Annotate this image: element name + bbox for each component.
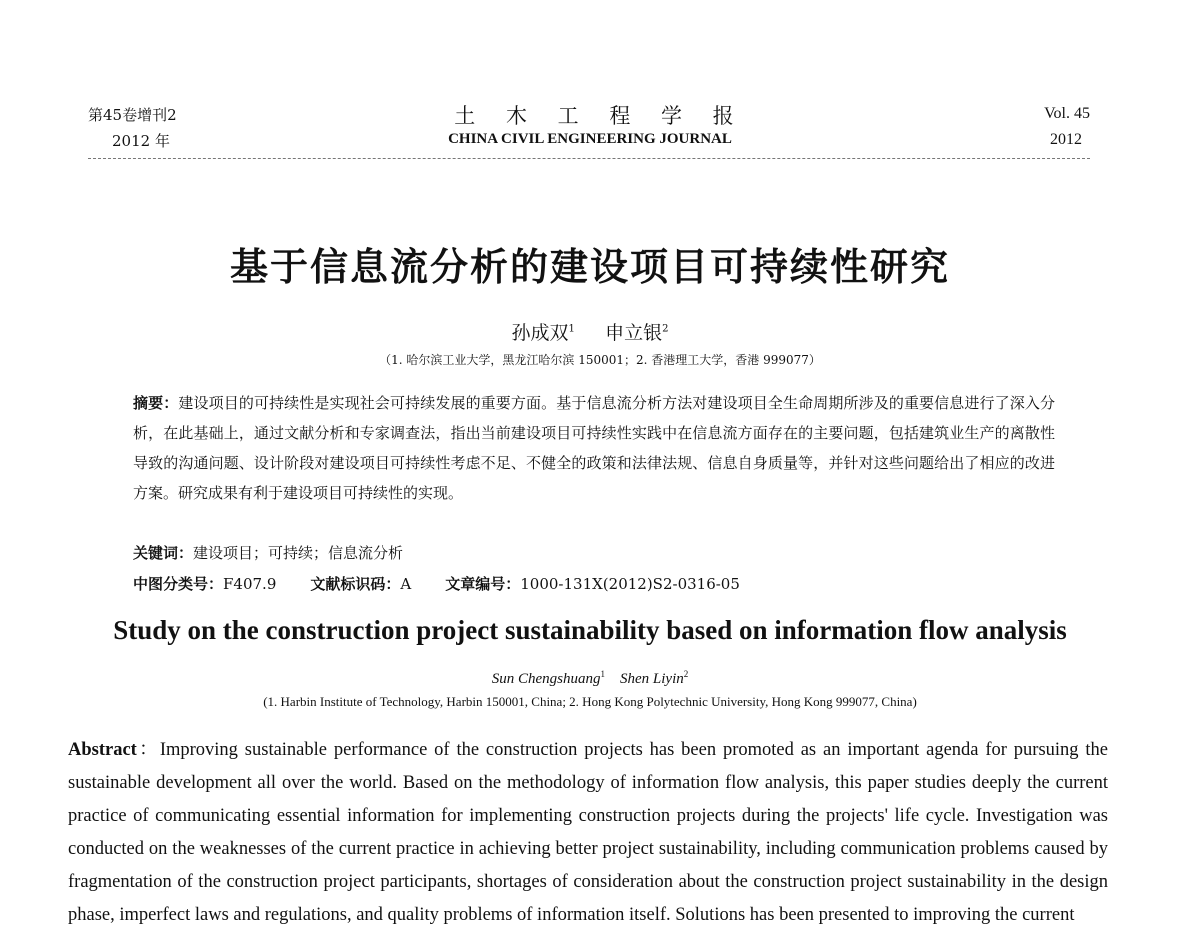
abstract-text-en: Improving sustainable performance of the construction projects has been promoted as an important agenda for pursuing the sustainable development all over the world. Based on the methodology of information flow analysis, this paper studies deeply the current practice of communicating essential information for implementing construction projects during the projects' life cycle. Investigation was conducted on the weaknesses of the current practice in achieving better project sustainability, including communication problems caused by fragmentation of the construction project participants, shortages of consideration about the construction project sustainability in the design phase, imperfect laws and regulations, and quality problems of information itself. Solutions has been presented to improving the current	[68, 740, 1108, 925]
affiliation-en: (1. Harbin Institute of Technology, Harbin 150001, China; 2. Hong Kong Polytechnic University, Hong Kong 999077, China)	[263, 694, 917, 709]
authors-en	[0, 669, 1180, 688]
affiliation-cn: （1. 哈尔滨工业大学，黑龙江哈尔滨 150001；2. 香港理工大学，香港 999077）	[379, 353, 821, 367]
author-affil-mark: 1	[568, 323, 575, 335]
author-affil-mark: 1	[600, 669, 605, 679]
year-en: 2012	[1050, 131, 1082, 148]
classification-line-cn	[133, 573, 740, 594]
authors-cn	[0, 318, 1180, 345]
author-name: Shen Liyin	[620, 671, 684, 687]
abstract-en	[68, 734, 1108, 932]
article-no-label: 文章编号：	[445, 575, 521, 593]
journal-name-en: CHINA CIVIL ENGINEERING JOURNAL	[448, 131, 732, 147]
abstract-separator: ：	[136, 740, 160, 760]
article-no-value: 1000-131X(2012)S2-0316-05	[520, 575, 740, 593]
paper-title-en: Study on the construction project sustainability based on information flow analysis	[113, 615, 1067, 645]
author-name: 孙成双	[511, 322, 569, 344]
keywords-text-cn: 建设项目；可持续；信息流分析	[193, 544, 404, 562]
keywords-label-cn: 关键词：	[133, 544, 194, 562]
abstract-cn	[133, 388, 1055, 508]
doc-code-label: 文献标识码：	[310, 575, 401, 593]
header-rule	[88, 158, 1090, 159]
author-affil-mark: 2	[683, 669, 689, 679]
volume-en: Vol. 45	[1044, 105, 1090, 122]
paper-title-cn: 基于信息流分析的建设项目可持续性研究	[229, 245, 950, 289]
author-name: Sun Chengshuang	[491, 671, 601, 687]
journal-name-cn: 土 木 工 程 学 报	[454, 104, 746, 128]
abstract-label-en: Abstract	[68, 740, 137, 760]
author-name: 申立银	[605, 322, 663, 344]
clc-value: F407.9	[223, 575, 277, 593]
keywords-cn	[133, 542, 403, 563]
clc-label: 中图分类号：	[133, 575, 224, 593]
volume-issue-cn: 第45卷增刊2	[88, 106, 177, 124]
doc-code-value: A	[400, 575, 412, 593]
author-affil-mark: 2	[662, 323, 669, 335]
abstract-text-cn: 建设项目的可持续性是实现社会可持续发展的重要方面。基于信息流分析方法对建设项目全生命周期所涉及的重要信息进行了深入分析，在此基础上，通过文献分析和专家调查法，指出当前建设项目可持续性实践中在信息流方面存在的主要问题，包括建筑业生产的离散性导致的沟通问题、设计阶段对建设项目可持续性考虑不足、不健全的政策和法律法规、信息自身质量等，并针对这些问题给出了相应的改进方案。研究成果有利于建设项目可持续性的实现。	[133, 394, 1055, 502]
year-cn: 2012 年	[112, 132, 170, 150]
abstract-label-cn: 摘要：	[133, 394, 179, 412]
